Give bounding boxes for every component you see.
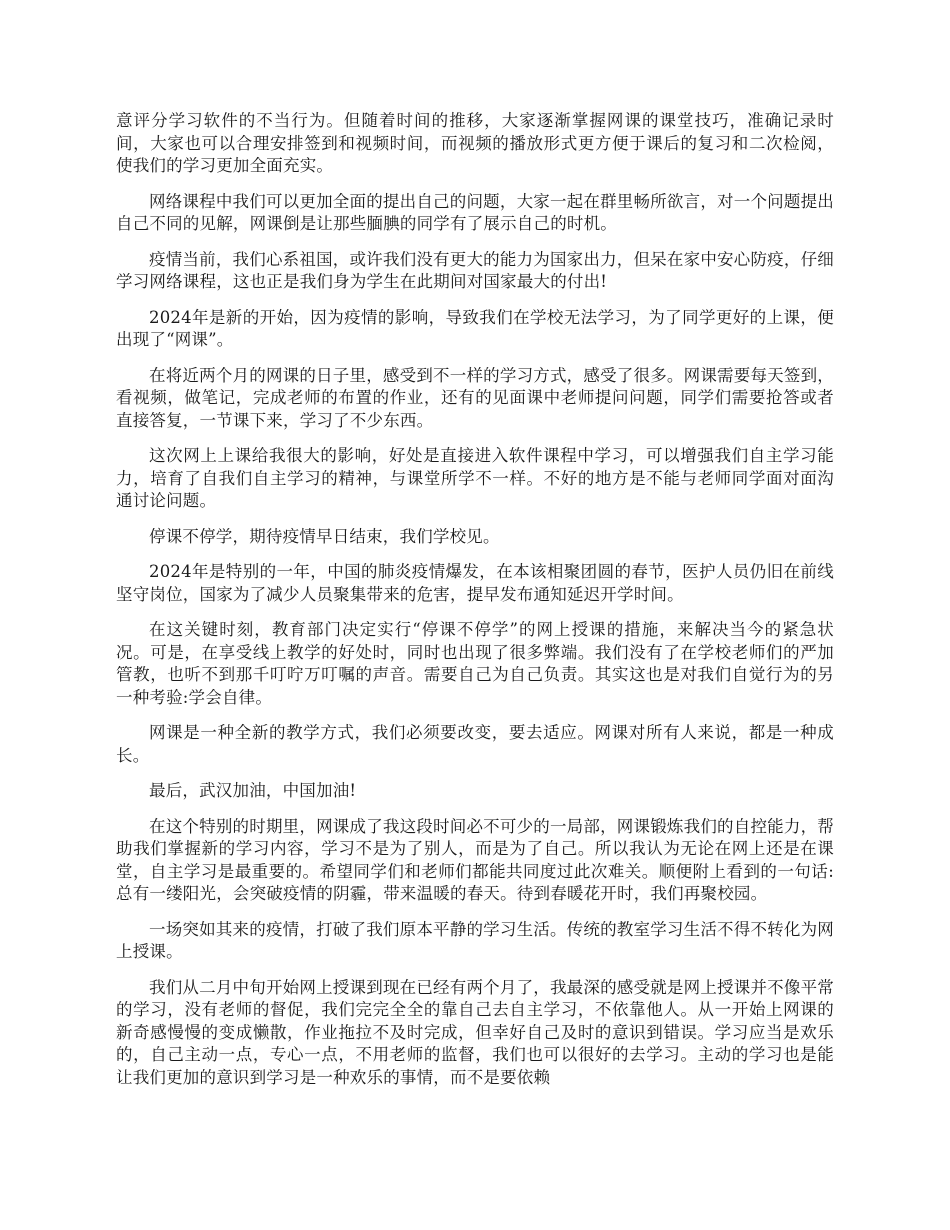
- paragraph: 这次网上上课给我很大的影响，好处是直接进入软件课程中学习，可以增强我们自主学习能力，培育了自我们自主学习的精神，与课堂所学不一样。不好的地方是不能与老师同学面对面沟通讨论问题。: [116, 446, 834, 510]
- paragraph: 我们从二月中旬开始网上授课到现在已经有两个月了，我最深的感受就是网上授课并不像平常的学习，没有老师的督促，我们完完全全的靠自己去自主学习，不依靠他人。从一开始上网课的新奇感慢慢的变成懒散，作业拖拉不及时完成，但幸好自己及时的意识到错误。学习应当是欢乐的，自己主动一点，专心一点，不用老师的监督，我们也可以很好的去学习。主动的学习也是能让我们更加的意识到学习是一种欢乐的事情，而不是要依赖: [116, 977, 834, 1087]
- paragraph: 网络课程中我们可以更加全面的提出自己的问题，大家一起在群里畅所欲言，对一个问题提出自己不同的见解，网课倒是让那些腼腆的同学有了展示自己的时机。: [116, 191, 834, 233]
- paragraph: 在将近两个月的网课的日子里，感受到不一样的学习方式，感受了很多。网课需要每天签到，看视频，做笔记，完成老师的布置的作业，还有的见面课中老师提问问题，同学们需要抢答或者直接答复，一节课下来，学习了不少东西。: [116, 365, 834, 430]
- paragraph: 2024年是特别的一年，中国的肺炎疫情爆发，在本该相聚团圆的春节，医护人员仍旧在前线坚守岗位，国家为了减少人员聚集带来的危害，提早发布通知延迟开学时间。: [116, 562, 834, 604]
- paragraph: 疫情当前，我们心系祖国，或许我们没有更大的能力为国家出力，但呆在家中安心防疫，仔细学习网络课程，这也正是我们身为学生在此期间对国家最大的付出!: [116, 249, 834, 291]
- paragraph: 最后，武汉加油，中国加油!: [149, 781, 357, 800]
- document-body: [116, 110, 834, 1102]
- paragraph: 意评分学习软件的不当行为。但随着时间的推移，大家逐渐掌握网课的课堂技巧，准确记录时间，大家也可以合理安排签到和视频时间，而视频的播放形式更方便于课后的复习和二次检阅，使我们的学习更加全面充实。: [116, 111, 834, 175]
- paragraph: 网课是一种全新的教学方式，我们必须要改变，要去适应。网课对所有人来说，都是一种成长。: [116, 723, 834, 765]
- paragraph: 在这关键时刻，教育部门决定实行“停课不停学”的网上授课的措施，来解决当今的紧急状况。可是，在享受线上教学的好处时，同时也出现了很多弊端。我们没有了在学校老师们的严加管教，也听不到那千叮咛万叮嘱的声音。需要自己为自己负责。其实这也是对我们自觉行为的另一种考验:学会自律。: [116, 620, 834, 707]
- paragraph: 在这个特别的时期里，网课成了我这段时间必不可少的一局部，网课锻炼我们的自控能力，帮助我们掌握新的学习内容，学习不是为了别人，而是为了自己。所以我认为无论在网上还是在课堂，自主学习是最重要的。希望同学们和老师们都能共同度过此次难关。顺便附上看到的一句话:总有一缕阳光，会突破疫情的阴霾，带来温暖的春天。待到春暖花开时，我们再聚校园。: [116, 816, 834, 903]
- paragraph: 2024年是新的开始，因为疫情的影响，导致我们在学校无法学习，为了同学更好的上课，便出现了“网课”。: [116, 307, 834, 349]
- paragraph: 停课不停学，期待疫情早日结束，我们学校见。: [149, 526, 500, 546]
- paragraph: 一场突如其来的疫情，打破了我们原本平静的学习生活。传统的教室学习生活不得不转化为网上授课。: [116, 919, 834, 961]
